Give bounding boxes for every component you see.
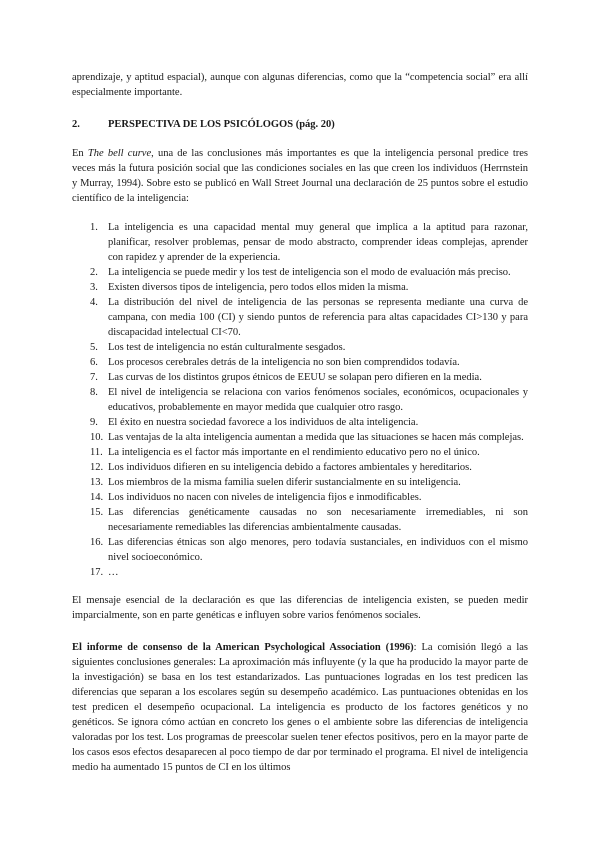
list-item-text: Los procesos cerebrales detrás de la inteligencia no son bien comprendidos todavía.: [108, 357, 460, 368]
bell-curve-paragraph: [72, 146, 528, 206]
list-item: [72, 535, 528, 565]
list-item-number: 10.: [90, 432, 104, 443]
section-number: 2.: [72, 119, 80, 130]
list-item-text: Las diferencias étnicas son algo menores, pero todavía sustanciales, en individuos con el mismo nivel socioeconómico.: [108, 537, 528, 563]
apa-report-paragraph: [72, 640, 528, 775]
list-item-number: 17.: [90, 567, 104, 578]
list-item-text: Las diferencias genéticamente causadas no son necesariamente irremediables, ni son necesariamente remediables las diferencias ambientalmente causadas.: [108, 507, 528, 533]
list-item: [72, 295, 528, 340]
list-item: [72, 445, 528, 460]
list-item-number: 14.: [90, 492, 104, 503]
list-item-text: Los miembros de la misma familia suelen diferir sustancialmente en su inteligencia.: [108, 477, 461, 488]
list-item: [72, 430, 528, 445]
apa-report-body: : La comisión llegó a las siguientes conclusiones generales: La aproximación más influyente (y la que ha producido la mayor parte de la investigación) se basa en los test estandarizados. Las puntuaciones logradas en los test predicen las diferencias que separan a los escolares según su desempeño académico. Las puntuaciones obtenidas en los test predicen el desempeño ocupacional. La inteligencia es producto de los factores genéticos y no genéticos. Se ignora cómo actúan en concreto los genes o el ambiente sobre las diferencias de inteligencia valoradas por los test. Los programas de preescolar suelen tener efectos positivos, pero en la mayor parte de los casos esos efectos desaparecen al poco tiempo de dar por terminado el programa. El nivel de inteligencia medio ha aumentado 15 puntos de CI en los últimos: [72, 642, 529, 773]
list-item: [72, 475, 528, 490]
section-heading: [72, 117, 528, 132]
summary-paragraph: El mensaje esencial de la declaración es que las diferencias de inteligencia existen, se pueden medir imparcialmente, son en parte genéticas e influyen sobre varios fenómenos sociales.: [72, 595, 528, 621]
list-item: [72, 565, 528, 580]
list-item-text: La distribución del nivel de inteligencia de las personas se representa mediante una curva de campana, con media 100 (CI) y siendo puntos de referencia para altas capacidades CI>130 y para discapacidad intelectual CI<70.: [108, 297, 528, 338]
para1-rest: , una de las conclusiones más importantes es que la inteligencia personal predice tres veces más la futura posición social que las condiciones sociales en las que creen los individuos (Herrnstein y Murray, 1994). Sobre esto se publicó en Wall Street Journal una declaración de 25 puntos sobre el estudio científico de la inteligencia:: [72, 148, 528, 204]
list-item-number: 12.: [90, 462, 104, 473]
list-item-number: 13.: [90, 477, 104, 488]
list-item-text: Las ventajas de la alta inteligencia aumentan a medida que las situaciones se hacen más complejas.: [108, 432, 524, 443]
list-item-number: 8.: [90, 387, 98, 398]
list-item: [72, 460, 528, 475]
list-item-text: El nivel de inteligencia se relaciona con varios fenómenos sociales, económicos, ocupacionales y educativos, probablemente en mayor medida que cualquier otro rasgo.: [108, 387, 528, 413]
list-item: [72, 355, 528, 370]
list-item-text: Las curvas de los distintos grupos étnicos de EEUU se solapan pero difieren en la media.: [108, 372, 482, 383]
book-title: The bell curve: [87, 148, 152, 159]
list-item-text: Los test de inteligencia no están culturalmente sesgados.: [108, 342, 346, 353]
list-item-text: La inteligencia es una capacidad mental muy general que implica a la aptitud para razonar, planificar, resolver problemas, pensar de modo abstracto, comprender ideas complejas, aprender con rapidez y aprender de la experiencia.: [108, 222, 528, 263]
list-item-text: Los individuos no nacen con niveles de inteligencia fijos e inmodificables.: [108, 492, 422, 503]
list-item-number: 5.: [90, 342, 98, 353]
declaration-points-list: [72, 220, 528, 580]
list-item-number: 4.: [90, 297, 98, 308]
section-title: PERSPECTIVA DE LOS PSICÓLOGOS (pág. 20): [108, 119, 335, 130]
list-item-number: 16.: [90, 537, 104, 548]
list-item: [72, 340, 528, 355]
list-item-text: El éxito en nuestra sociedad favorece a los individuos de alta inteligencia.: [108, 417, 419, 428]
list-item-number: 11.: [90, 447, 103, 458]
para1-prefix: En: [72, 148, 88, 159]
list-item-number: 3.: [90, 282, 98, 293]
list-item-number: 6.: [90, 357, 98, 368]
list-item: [72, 370, 528, 385]
list-item-text: La inteligencia es el factor más importante en el rendimiento educativo pero no el único.: [108, 447, 480, 458]
list-item: [72, 265, 528, 280]
intro-continuation-paragraph: aprendizaje, y aptitud espacial), aunque con algunas diferencias, como que la “competencia social” era allí especialmente importante.: [72, 72, 528, 98]
list-item: [72, 280, 528, 295]
list-item: [72, 505, 528, 535]
document-page: [72, 70, 528, 775]
list-item-number: 9.: [90, 417, 98, 428]
list-item-text: …: [108, 567, 119, 578]
list-item-number: 7.: [90, 372, 98, 383]
list-item-number: 15.: [90, 507, 104, 518]
list-item-number: 2.: [90, 267, 98, 278]
list-item-number: 1.: [90, 222, 98, 233]
list-item-text: La inteligencia se puede medir y los test de inteligencia son el modo de evaluación más preciso.: [108, 267, 511, 278]
apa-report-title: El informe de consenso de la American Psychological Association (1996): [72, 642, 414, 653]
list-item-text: Los individuos difieren en su inteligencia debido a factores ambientales y hereditarios.: [108, 462, 472, 473]
list-item: [72, 385, 528, 415]
list-item: [72, 220, 528, 265]
list-item: [72, 415, 528, 430]
list-item: [72, 490, 528, 505]
list-item-text: Existen diversos tipos de inteligencia, pero todos ellos miden la misma.: [108, 282, 409, 293]
